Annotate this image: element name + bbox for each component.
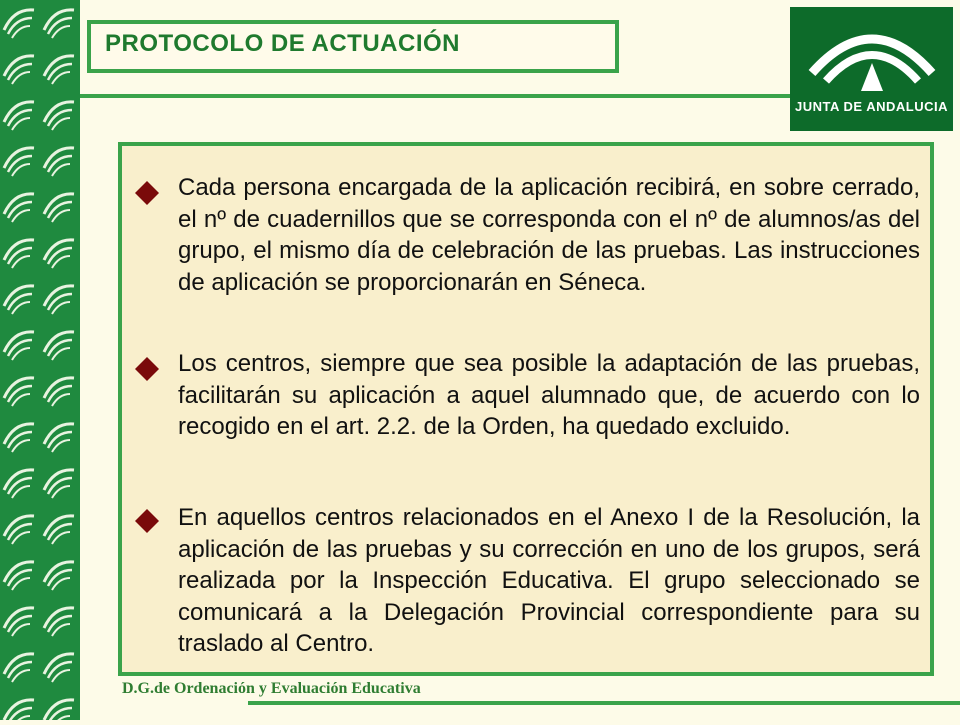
- diamond-bullet-icon: [134, 356, 160, 382]
- footer-text: D.G.de Ordenación y Evaluación Educativa: [122, 680, 421, 697]
- footer-divider: [248, 701, 960, 705]
- logo-text: JUNTA DE ANDALUCIA: [795, 99, 948, 114]
- title-box: [87, 20, 619, 73]
- wing-pattern-icon: [0, 0, 80, 720]
- diamond-bullet-icon: [134, 180, 160, 206]
- header-divider: [80, 94, 790, 98]
- content-panel: [118, 142, 934, 676]
- decorative-side-band: [0, 0, 80, 720]
- junta-de-andalucia-logo: [790, 7, 953, 131]
- page-title: PROTOCOLO DE ACTUACIÓN: [105, 30, 461, 57]
- diamond-bullet-icon: [134, 508, 160, 534]
- bullet-item-3: En aquellos centros relacionados en el Anexo I de la Resolución, la aplicación de las pruebas y su corrección en uno de los grupos, será realizada por la Inspección Educativa. El grupo seleccionado se comunicará a la Delegación Provincial correspondiente para su traslado al Centro.: [178, 504, 920, 657]
- bullet-item-2: Los centros, siempre que sea posible la adaptación de las pruebas, facilitarán su aplicación a aquel alumnado que, de acuerdo con lo recogido en el art. 2.2. de la Orden, ha quedado excluido.: [178, 350, 920, 440]
- bullet-item-1: Cada persona encargada de la aplicación recibirá, en sobre cerrado, el nº de cuadernillos que se corresponda con el nº de alumnos/as del grupo, el mismo día de celebración de las pruebas. Las instrucciones de aplicación se proporcionarán en Séneca.: [178, 174, 920, 296]
